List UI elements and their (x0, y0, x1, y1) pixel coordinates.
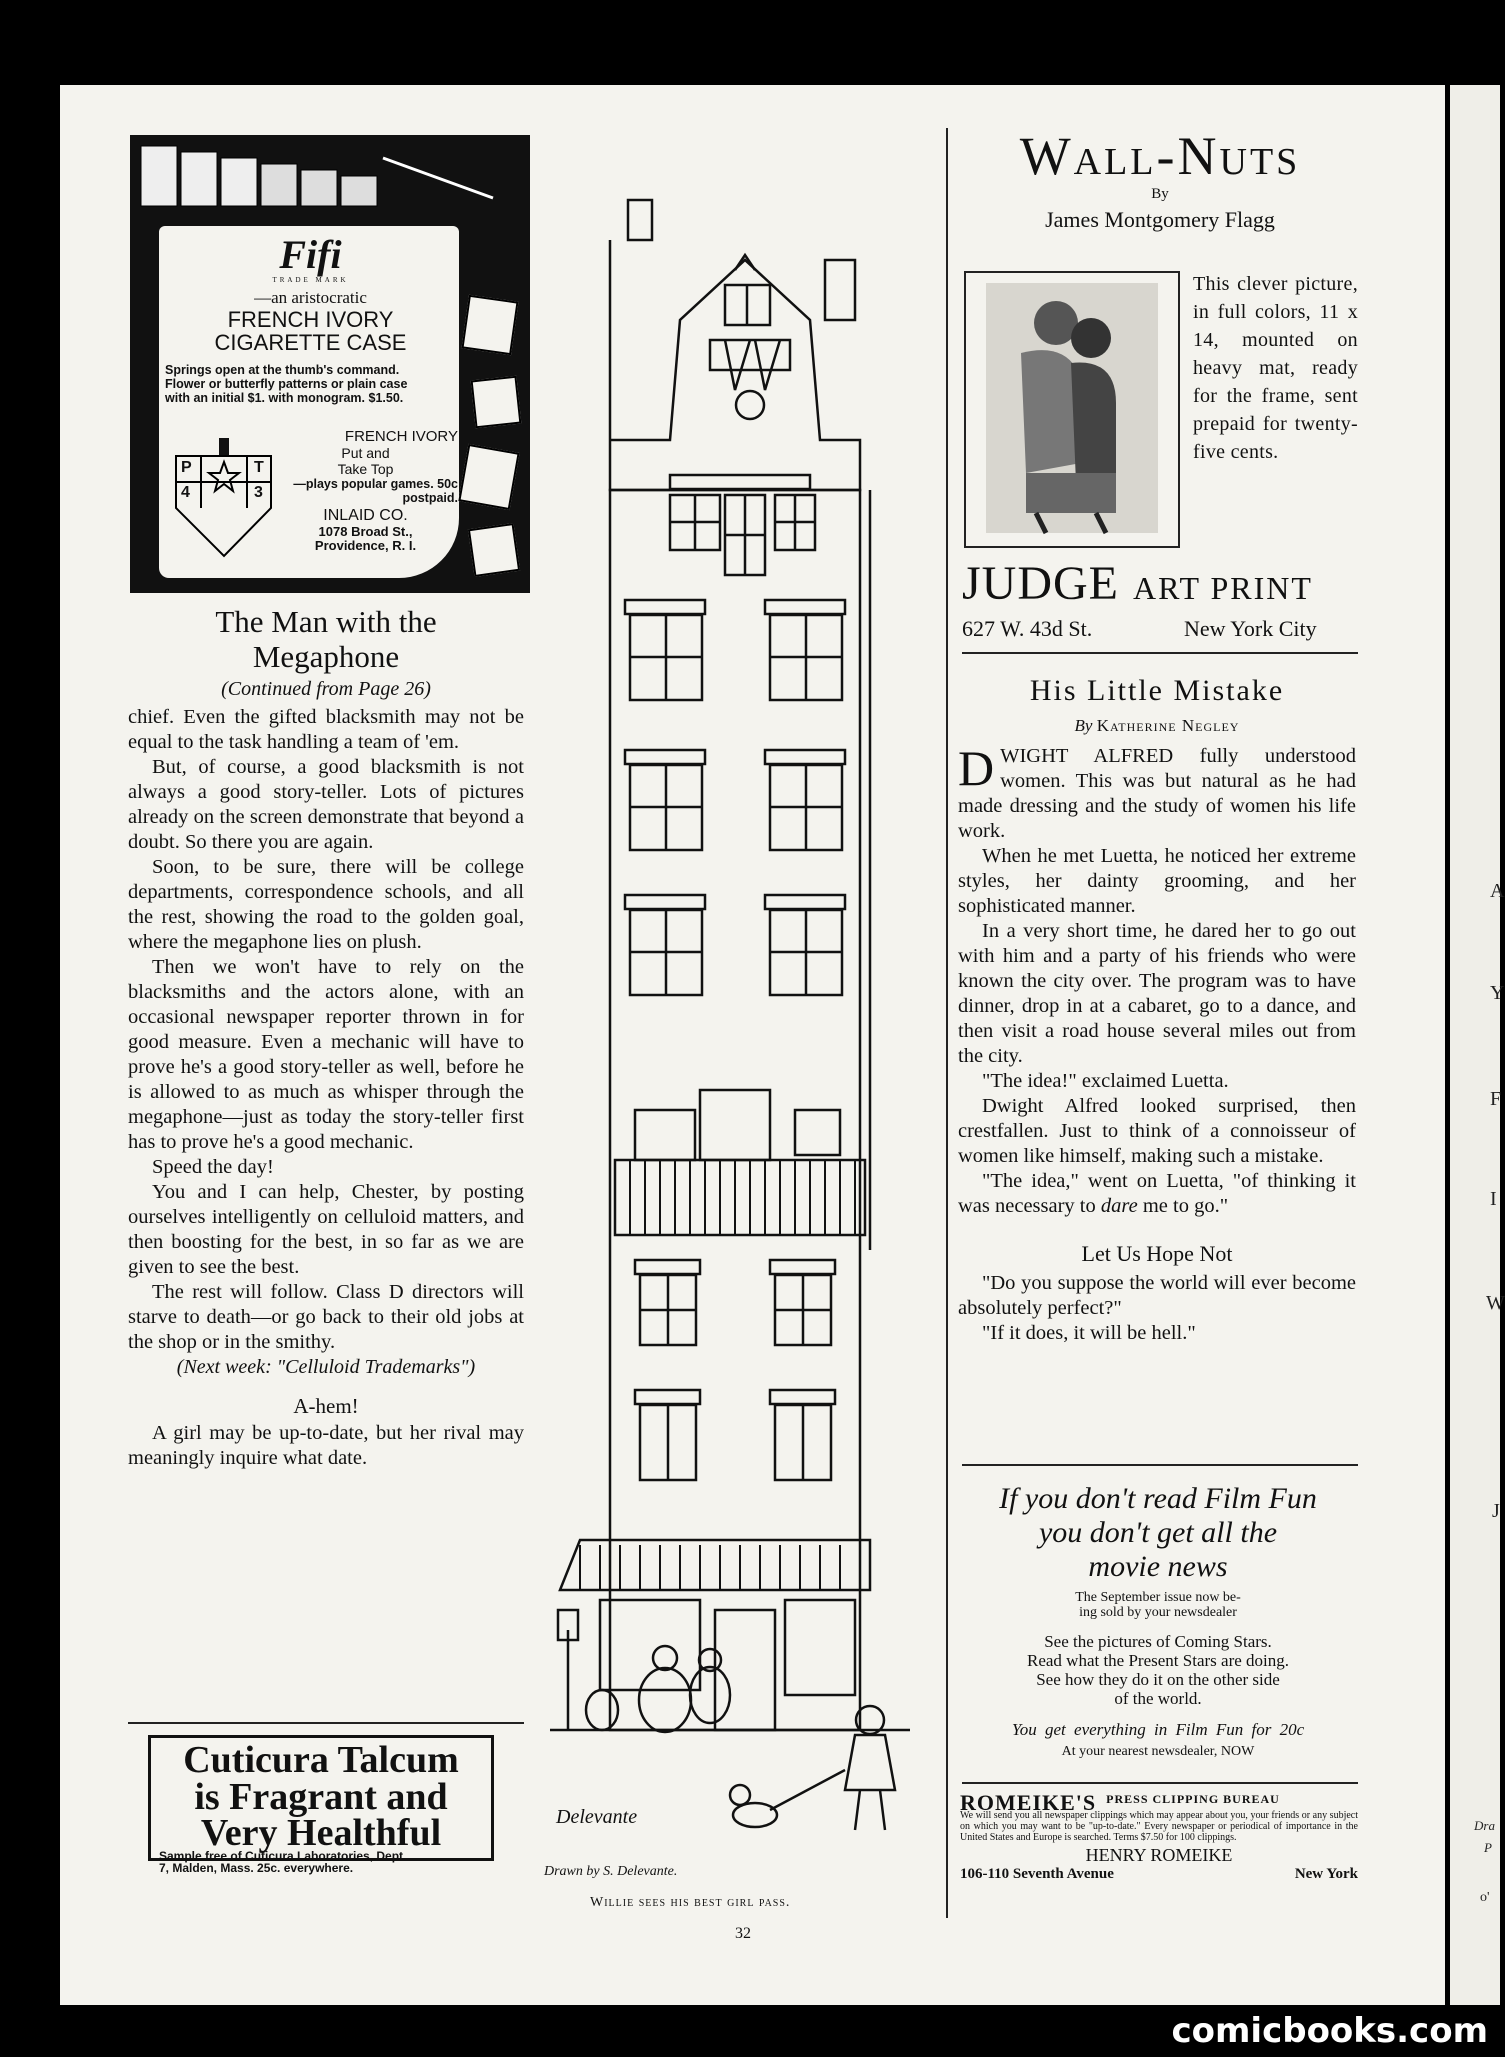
hope-title: Let Us Hope Not (1081, 1241, 1233, 1266)
adjacent-page-edge (1450, 85, 1500, 2005)
fifi-tagline: —an aristocratic (254, 288, 367, 307)
top-letter-t: T (254, 459, 264, 476)
megaphone-article (128, 604, 524, 1471)
mistake-author: Katherine Negley (1096, 716, 1240, 735)
cartoon-signature: Delevante (556, 1806, 638, 1828)
hope-rule (962, 1464, 1358, 1466)
cuticura-line3: Very Healthful (200, 1812, 442, 1854)
mistake-title: His Little Mistake (1029, 674, 1285, 707)
edge-mark: A (1490, 880, 1505, 902)
mistake-article (958, 674, 1356, 1346)
continued-note: (Continued from Page 26) (221, 678, 431, 700)
judge-big: JUDGE (962, 557, 1119, 610)
megaphone-paragraph: The rest will follow. Class D directors will starve to death—or go back to their old jobs at the shop or in the smithy. (128, 1281, 524, 1353)
couple-illustration (966, 273, 1178, 546)
wallnuts-by: By (1151, 186, 1169, 202)
mistake-last-paragraph (958, 1169, 1356, 1219)
mistake-last-em: dare (1100, 1195, 1138, 1217)
judge-city: New York City (1184, 616, 1317, 641)
edge-mark: Dra (1474, 1818, 1495, 1833)
wallnuts-advertisement (960, 126, 1360, 233)
mistake-by: By (1074, 716, 1093, 735)
romeike-bureau: PRESS CLIPPING BUREAU (1106, 1792, 1280, 1806)
filmfun-list1: See the pictures of Coming Stars. (1044, 1632, 1272, 1651)
mistake-paragraph: When he met Luetta, he noticed her extreme styles, her dainty grooming, and her sophisticated manner. (958, 845, 1356, 917)
top-label-2: Put and (341, 445, 390, 461)
wallnuts-title: Wall-Nuts (1019, 126, 1301, 186)
top-letter-3: 3 (254, 484, 263, 501)
mistake-first-paragraph (958, 740, 1356, 844)
right-column-rule (946, 128, 948, 1918)
filmfun-head3: movie news (1088, 1550, 1228, 1583)
cuticura-advertisement (148, 1735, 494, 1875)
company-address2: Providence, R. I. (314, 538, 417, 553)
pattern-card-monogram (458, 444, 519, 510)
megaphone-paragraph: Speed the day! (152, 1156, 274, 1178)
edge-mark: F (1490, 1088, 1502, 1110)
wallnuts-rule (962, 652, 1358, 654)
romeike-advertisement (960, 1790, 1358, 1883)
mistake-first-text: WIGHT ALFRED fully understood women. This was but natural as he had made dressing and the study of women his life work. (958, 745, 1356, 842)
hope-line1: "Do you suppose the world will ever become absolutely perfect?" (958, 1272, 1356, 1319)
edge-mark: o' (1480, 1890, 1490, 1905)
edge-mark: I (1490, 1188, 1497, 1210)
megaphone-paragraph: chief. Even the gifted blacksmith may not be equal to the task handling a team of 'em. (128, 706, 524, 753)
fifi-description: Springs open at the thumb's command. Flower or butterfly patterns or plain case with an initial $1. with monogram. $1.50. (165, 363, 408, 405)
filmfun-list4: of the world. (1114, 1689, 1202, 1708)
filmfun-advertisement (958, 1482, 1358, 1760)
left-column-rule (128, 1722, 524, 1724)
filmfun-list2: Read what the Present Stars are doing. (1026, 1651, 1289, 1670)
mistake-paragraph: "The idea!" exclaimed Luetta. (982, 1070, 1229, 1092)
watermark: comicbooks.com (1171, 2011, 1488, 2051)
megaphone-paragraph: Soon, to be sure, there will be college departments, correspondence schools, and all the rest, showing the road to the golden goal, where the megaphone lies on plush. (128, 856, 524, 953)
romeike-owner: HENRY ROMEIKE (1085, 1845, 1233, 1865)
wallnuts-author: James Montgomery Flagg (1045, 207, 1275, 232)
fifi-brand: Fifi (279, 232, 342, 277)
cuticura-small1: Sample free of Cuticura Laboratories, Dept. (159, 1849, 407, 1863)
fifi-advertisement (130, 135, 530, 593)
ahem-text: A girl may be up-to-date, but her rival may meaningly inquire what date. (128, 1422, 524, 1469)
megaphone-body (128, 705, 524, 1355)
company-address1: 1078 Broad St., (318, 524, 413, 539)
megaphone-paragraph: Then we won't have to rely on the blacksmiths and the actors alone, with an occasional newspaper reporter thrown in for good measure. Even a mechanic will have to prove he's a good story-teller as well, before he is allowed to as much as whisper through the megaphone—just as today the story-teller first has to prove he's a good mechanic. (128, 956, 524, 1153)
top-label-3: Take Top (337, 461, 394, 477)
pattern-card-initial (468, 523, 520, 577)
next-week-note: (Next week: "Celluloid Trademarks") (176, 1356, 476, 1378)
flagg-picture (964, 271, 1180, 548)
romeike-address: 106-110 Seventh Avenue (960, 1866, 1114, 1882)
mistake-last-start: "The idea," went on Luetta, "of thinking it was necessary to (958, 1170, 1356, 1217)
fifi-product-line1: FRENCH IVORY (227, 307, 394, 332)
filmfun-price: You get everything in Film Fun for 20c (1011, 1720, 1305, 1739)
judge-address: 627 W. 43d St. (962, 616, 1093, 641)
mistake-byline (958, 716, 1356, 736)
drop-cap: D (958, 740, 995, 796)
pattern-card-butterfly (471, 376, 522, 429)
mistake-paragraph: In a very short time, he dared her to go out with him and a party of his friends who were known the city over. The program was to have dinner, drop in at a cabaret, go to a dance, and then visit a road house several miles out from the city. (958, 920, 1356, 1067)
filmfun-list3: See how they do it on the other side (1036, 1670, 1280, 1689)
filmfun-rule (962, 1782, 1358, 1784)
top-label-1: FRENCH IVORY (344, 428, 458, 445)
edge-mark: P (1484, 1840, 1492, 1855)
filmfun-head1: If you don't read Film Fun (999, 1482, 1317, 1515)
page-number: 32 (735, 1925, 751, 1942)
edge-mark: J (1492, 1500, 1500, 1522)
cartoon-credit: Drawn by S. Delevante. (544, 1864, 678, 1879)
mistake-body (958, 740, 1356, 1219)
filmfun-head2: you don't get all the (1038, 1516, 1278, 1549)
pattern-card-flower (461, 295, 518, 355)
judge-line (962, 556, 1358, 611)
megaphone-title (128, 604, 524, 674)
wallnuts-description: This clever picture, in full colors, 11 x 14, mounted on heavy mat, ready for the frame, sent prepaid for twenty-five cents. (1193, 273, 1358, 463)
megaphone-title-line1: The Man with the (215, 604, 437, 639)
hope-line2: "If it does, it will be hell." (982, 1322, 1196, 1344)
trademark-label: TRADE MARK (272, 276, 349, 284)
edge-mark: Y (1490, 982, 1505, 1004)
fifi-product-line2: CIGARETTE CASE (214, 330, 407, 355)
cuticura-small2: 7, Malden, Mass. 25c. everywhere. (159, 1861, 354, 1875)
mistake-last-end: me to go." (1137, 1195, 1229, 1217)
filmfun-issue1: The September issue now be- (1075, 1590, 1241, 1605)
romeike-name: ROMEIKE'S (960, 1790, 1097, 1815)
judge-art-print: ART PRINT (1133, 570, 1313, 606)
romeike-city: New York (1294, 1866, 1358, 1882)
townhouse-cartoon (540, 190, 920, 1910)
cartoon-caption: Willie sees his best girl pass. (590, 1895, 791, 1910)
megaphone-paragraph: You and I can help, Chester, by posting ourselves intelligently on celluloid matters, and then boosting for the best, in so far as we are given to see the best. (128, 1181, 524, 1278)
filmfun-dealer: At your nearest newsdealer, NOW (1061, 1744, 1255, 1759)
top-description: —plays popular games. 50c postpaid. (293, 477, 458, 505)
tins-illustration (133, 138, 527, 228)
company-name: INLAID CO. (323, 507, 408, 524)
cuticura-line1: Cuticura Talcum (183, 1739, 459, 1781)
edge-mark: W (1486, 1292, 1505, 1314)
mistake-paragraph: Dwight Alfred looked surprised, then crestfallen. Just to think of a connoisseur of women like himself, making such a mistake. (958, 1095, 1356, 1167)
megaphone-paragraph: But, of course, a good blacksmith is not always a good story-teller. Lots of pictures already on the screen demonstrate that beyond a doubt. So there you are again. (128, 756, 524, 853)
top-letter-p: P (181, 459, 192, 476)
filmfun-issue2: ing sold by your newsdealer (1079, 1605, 1237, 1620)
cuticura-line2: is Fragrant and (194, 1776, 448, 1818)
megaphone-title-line2: Megaphone (252, 639, 400, 674)
romeike-fine-print: We will send you all newspaper clippings which may appear about you, your friends or any subject on which you may want to be "up-to-date." Every newspaper or periodical of importance in the United States and Europe is searched. Terms $7.50 for 100 clippings. (960, 1810, 1358, 1843)
ahem-title: A-hem! (293, 1394, 359, 1418)
top-letter-4: 4 (181, 484, 190, 501)
